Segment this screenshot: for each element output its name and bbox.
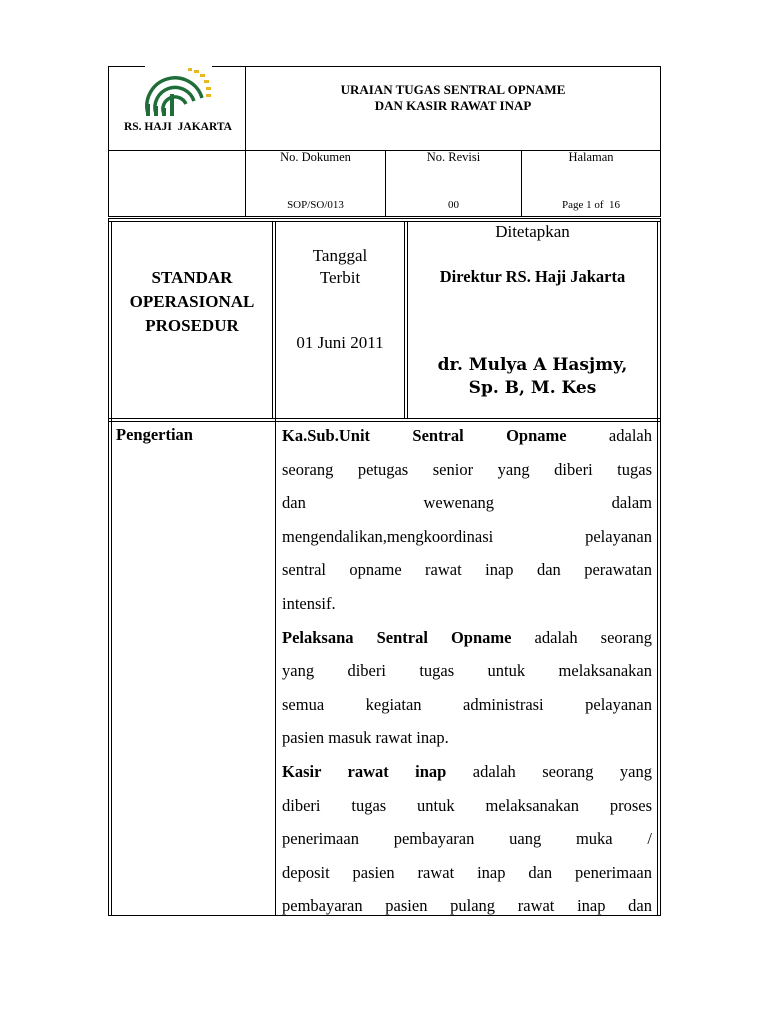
definition-line: Pelaksana Sentral Opname adalah seorang	[282, 627, 652, 647]
signer-name: dr. Mulya A Hasjmy,	[437, 355, 628, 375]
definition-line: diberi tugas untuk melaksanakan proses	[282, 795, 652, 815]
doc-number-value: SOP/SO/013	[287, 199, 344, 211]
definition-line: seorang petugas senior yang diberi tugas	[282, 459, 652, 479]
definition-line: pasien masuk rawat inap.	[282, 728, 449, 748]
page-label: Halaman	[568, 150, 614, 164]
document-title-line2: DAN KASIR RAWAT INAP	[374, 98, 532, 113]
issue-date-label-line1: Tanggal	[312, 246, 368, 265]
sop-title-line3: PROSEDUR	[145, 316, 239, 335]
page-value: Page 1 of 16	[561, 199, 621, 211]
definition-line: penerimaan pembayaran uang muka /	[282, 829, 652, 849]
sop-title-line1: STANDAR	[151, 268, 233, 287]
section-label-pengertian: Pengertian	[116, 425, 193, 444]
approved-by-label: Ditetapkan	[495, 222, 570, 241]
definition-line: sentral opname rawat inap dan perawatan	[282, 560, 652, 580]
hospital-logo	[140, 68, 216, 118]
director-title: Direktur RS. Haji Jakarta	[439, 267, 626, 286]
revision-label: No. Revisi	[426, 150, 481, 164]
definition-line: pembayaran pasien pulang rawat inap dan	[282, 896, 652, 916]
definition-line: Ka.Sub.Unit Sentral Opname adalah	[282, 426, 652, 445]
definition-line: intensif.	[282, 593, 336, 613]
definition-line: dan wewenang dalam	[282, 493, 652, 513]
doc-number-label: No. Dokumen	[280, 150, 351, 164]
revision-value: 00	[448, 199, 459, 211]
signer-credentials: Sp. B, M. Kes	[468, 378, 597, 398]
definition-line: yang diberi tugas untuk melaksanakan	[282, 661, 652, 681]
definition-line: mengendalikan,mengkoordinasi pelayanan	[282, 526, 652, 546]
document-title-line1: URAIAN TUGAS SENTRAL OPNAME	[340, 82, 566, 97]
definition-line: Kasir rawat inap adalah seorang yang	[282, 761, 652, 781]
definition-text	[282, 419, 652, 923]
definition-line: deposit pasien rawat inap dan penerimaan	[282, 862, 652, 882]
organization-name: RS. HAJI JAKARTA	[123, 121, 232, 133]
sop-title-line2: OPERASIONAL	[129, 292, 255, 311]
issue-date-label-line2: Terbit	[319, 268, 361, 287]
issue-date-value: 01 Juni 2011	[296, 333, 384, 352]
definition-line: semua kegiatan administrasi pelayanan	[282, 694, 652, 714]
